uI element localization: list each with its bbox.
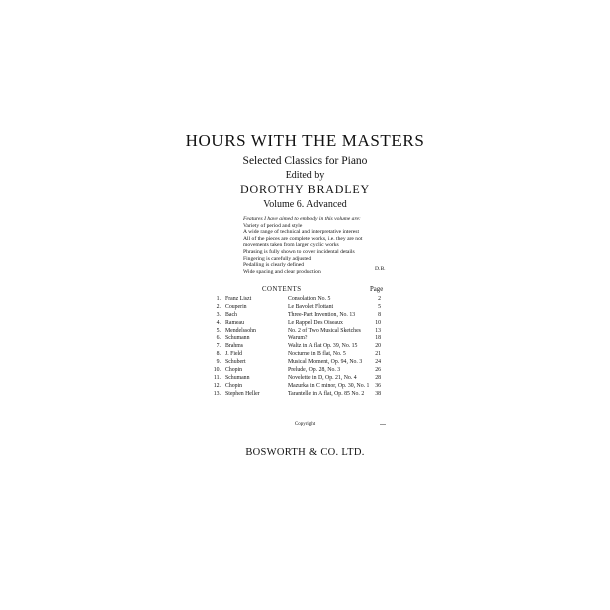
page-number: 24	[375, 359, 381, 366]
contents-row	[205, 296, 395, 304]
piece-title: Prelude, Op. 28, No. 3	[288, 367, 341, 374]
contents-row	[205, 328, 395, 336]
feature-item: Phrasing is fully shown to cover incidental details	[243, 248, 355, 255]
feature-item: All of the pieces are complete works, i.e. they are not	[243, 235, 363, 242]
features-list	[243, 216, 383, 275]
composer: Schumann	[225, 335, 250, 342]
page-number: 21	[375, 351, 381, 358]
piece-title: Consolation No. 5	[288, 296, 331, 302]
page-number: 8	[378, 311, 381, 318]
composer: Stephen Heller	[225, 390, 260, 397]
piece-title: No. 2 of Two Musical Sketches	[288, 327, 361, 334]
volume-label: Volume 6. Advanced	[263, 199, 347, 210]
piece-title: Musical Moment, Op. 94, No. 3	[288, 359, 363, 366]
composer: Franz Liszt	[225, 296, 252, 302]
composer: Mendelssohn	[225, 327, 256, 334]
feature-item: Fingering is carefully adjusted	[243, 255, 312, 262]
piece-title: Le Bavolet Flottant	[288, 303, 334, 310]
page-number: 36	[375, 382, 381, 389]
item-number: 9.	[216, 359, 221, 366]
piece-title: Novelette in D, Op. 21, No. 4	[288, 374, 357, 381]
contents-row	[205, 367, 395, 375]
editor-name: DOROTHY BRADLEY	[240, 182, 370, 196]
item-number: 1.	[216, 296, 221, 302]
item-number: 6.	[216, 335, 221, 342]
page-number: 28	[375, 374, 381, 381]
divider	[380, 424, 386, 425]
item-number: 4.	[216, 319, 221, 326]
editor-initials: D.B.	[375, 266, 386, 272]
feature-item: Wide spacing and clear production	[243, 268, 321, 275]
contents-row	[205, 351, 395, 359]
composer: Brahms	[225, 343, 244, 350]
item-number: 7.	[216, 343, 221, 350]
contents-row	[205, 320, 395, 328]
page-number: 13	[375, 327, 381, 334]
contents-row	[205, 391, 395, 399]
book-title: HOURS WITH THE MASTERS	[185, 131, 425, 150]
piece-title: Three-Part Invention, No. 13	[288, 311, 356, 318]
piece-title: Tarantelle in A flat, Op. 85 No. 2	[288, 390, 365, 397]
composer: Rameau	[225, 319, 244, 326]
page-number: 38	[375, 390, 381, 397]
page-column-heading: Page	[370, 286, 384, 293]
piece-title: Nocturne in B flat, No. 5	[288, 351, 346, 358]
contents-row	[205, 359, 395, 367]
contents-heading: CONTENTS	[262, 286, 302, 293]
feature-item: movements taken from larger cyclic works	[243, 242, 339, 249]
piece-title: Warum?	[288, 335, 308, 342]
contents-row	[205, 375, 395, 383]
item-number: 2.	[216, 303, 221, 310]
composer: Chopin	[225, 382, 243, 389]
book-subtitle: Selected Classics for Piano	[242, 155, 368, 167]
publisher-name: BOSWORTH & CO. LTD.	[245, 447, 365, 458]
feature-item: A wide range of technical and interpretative interest	[243, 229, 360, 236]
composer: Chopin	[225, 367, 243, 374]
page-number: 26	[375, 367, 381, 374]
page-number: 10	[375, 319, 381, 326]
item-number: 3.	[216, 311, 221, 318]
composer: Schumann	[225, 374, 250, 381]
feature-item: Variety of period and style	[243, 222, 303, 229]
piece-title: Le Rappel Des Oiseaux	[288, 319, 343, 326]
item-number: 12.	[213, 382, 221, 389]
contents-row	[205, 312, 395, 320]
page-number: 5	[378, 303, 381, 310]
item-number: 13.	[213, 390, 221, 397]
composer: Couperin	[225, 303, 247, 310]
page-number: 20	[375, 343, 381, 350]
item-number: 11.	[213, 374, 221, 381]
item-number: 8.	[216, 351, 221, 358]
features-intro: Features I have aimed to embody in this volume are:	[243, 216, 361, 222]
composer: Bach	[225, 311, 237, 318]
page-number: 18	[375, 335, 381, 342]
contents-table	[205, 296, 395, 399]
edited-by-label: Edited by	[285, 170, 325, 181]
contents-row	[205, 304, 395, 312]
composer: J. Field	[225, 351, 243, 358]
contents-row	[205, 383, 395, 391]
feature-item: Pedalling is clearly defined	[243, 262, 305, 269]
item-number: 5.	[216, 327, 221, 334]
piece-title: Waltz in A flat Op. 39, No. 15	[288, 343, 358, 350]
piece-title: Mazurka in C minor, Op. 30, No. 1	[288, 382, 370, 389]
composer: Schubert	[225, 359, 246, 366]
item-number: 10.	[213, 367, 221, 374]
copyright-notice: Copyright	[294, 422, 316, 427]
page-number: 2	[378, 296, 381, 302]
